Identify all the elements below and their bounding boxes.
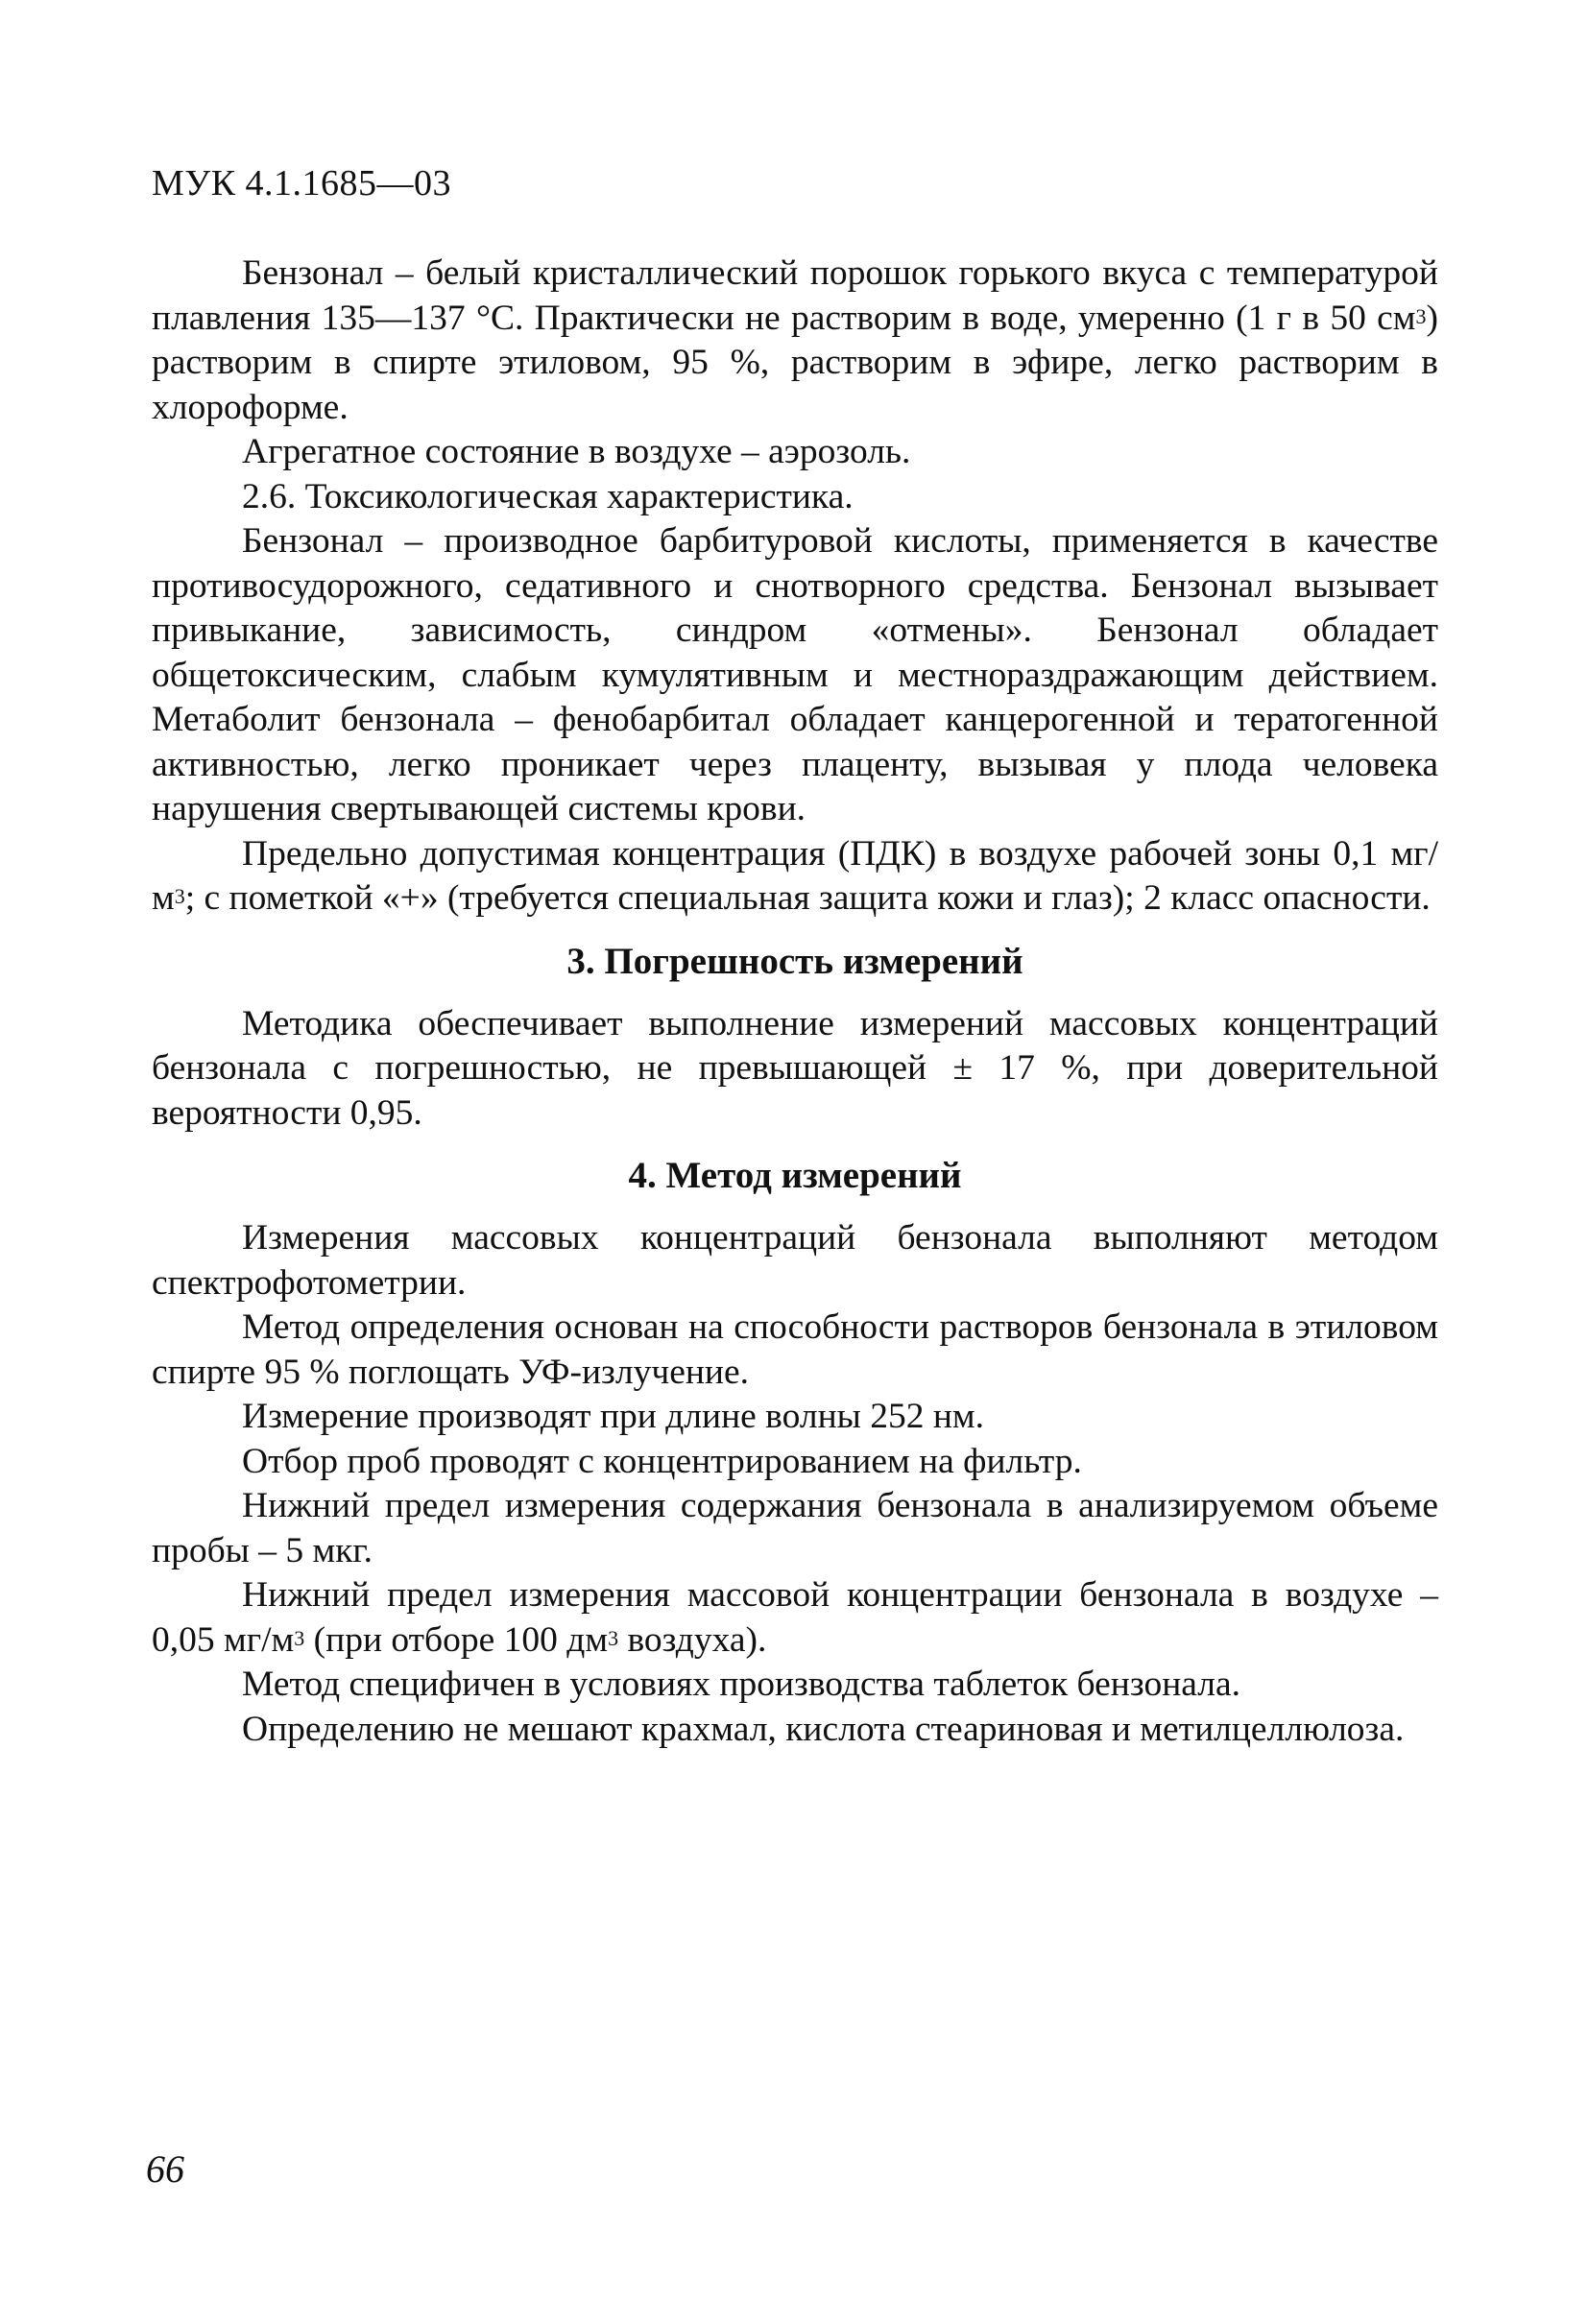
paragraph-aggregate-state: Агрегатное состояние в воздухе – аэрозоль. — [242, 432, 911, 471]
paragraph-toxicology: Бензонал – производное барбитуровой кислоты, применяется в качестве противосудорожного, седативного и снотворного средства. Бензонал вызывает привыкание, зависимость, синдром «отмены». Бензонал обладает общетоксическим, слабым кумулятивным и местнораздражающим действием. Метаболит бензонала – фенобарбитал обладает канцерогенной и тератогенной активностью, легко проникает через плаценту, вызывая у плода человека нарушения свертывающей системы крови. — [152, 521, 1438, 828]
superscript-3: 3 — [294, 1625, 305, 1650]
paragraph-method-8: Определению не мешают крахмал, кислота стеариновая и метилцеллюлоза. — [242, 1709, 1405, 1749]
document-code: МУК 4.1.1685—03 — [152, 163, 452, 204]
section-heading-4: 4. Метод измерений — [628, 1155, 962, 1196]
paragraph-method-6-part-c: воздуха). — [618, 1619, 767, 1660]
paragraph-method-4: Отбор проб проводят с концентрированием на фильтр. — [242, 1441, 1082, 1481]
paragraph-properties-part-a: Бензонал – белый кристаллический порошок горького вкуса с температурой плавления 135—137 °С. Практически не растворим в воде, умеренно (1 г в 50 см — [152, 253, 1438, 338]
paragraph-method-5: Нижний предел измерения содержания бензонала в анализируемом объеме пробы – 5 мкг. — [152, 1486, 1438, 1570]
paragraph-method-7: Метод специфичен в условиях производства таблеток бензонала. — [242, 1665, 1240, 1704]
paragraph-properties-part-b: ) растворим в спирте этиловом, 95 %, растворим в эфире, легко растворим в хлороформе. — [152, 298, 1438, 427]
paragraph-error: Методика обеспечивает выполнение измерений массовых концентраций бензонала с погрешностью, не превышающей ± 17 %, при доверительной вероятности 0,95. — [152, 1003, 1438, 1133]
paragraph-method-2: Метод определения основан на способности растворов бензонала в этиловом спирте 95 % поглощать УФ-излучение. — [152, 1307, 1438, 1392]
paragraph-properties — [152, 252, 1438, 430]
subsection-heading-2-6: 2.6. Токсикологическая характеристика. — [242, 476, 854, 516]
superscript-3: 3 — [174, 884, 185, 908]
superscript-3: 3 — [1415, 303, 1427, 328]
body-text — [152, 252, 1438, 1752]
paragraph-pdk-part-a: Предельно допустимая концентрация (ПДК) в воздухе рабочей зоны 0,1 мг/м — [152, 833, 1438, 918]
section-heading-3: 3. Погрешность измерений — [566, 940, 1023, 982]
paragraph-method-6-part-b: (при отборе 100 дм — [304, 1619, 609, 1660]
superscript-3: 3 — [608, 1625, 619, 1650]
paragraph-method-6-part-a: Нижний предел измерения массовой концентрации бензонала в воздухе – 0,05 мг/м — [152, 1575, 1438, 1660]
paragraph-method-1: Измерения массовых концентраций бензонала выполняют методом спектрофотометрии. — [152, 1218, 1438, 1303]
page-number: 66 — [146, 2147, 184, 2191]
paragraph-pdk-part-b: ; с пометкой «+» (требуется специальная защита кожи и глаз); 2 класс опасности. — [184, 878, 1431, 918]
paragraph-method-3: Измерение производят при длине волны 252 нм. — [242, 1397, 985, 1436]
paragraph-method-6 — [152, 1573, 1438, 1663]
paragraph-pdk — [152, 832, 1438, 922]
